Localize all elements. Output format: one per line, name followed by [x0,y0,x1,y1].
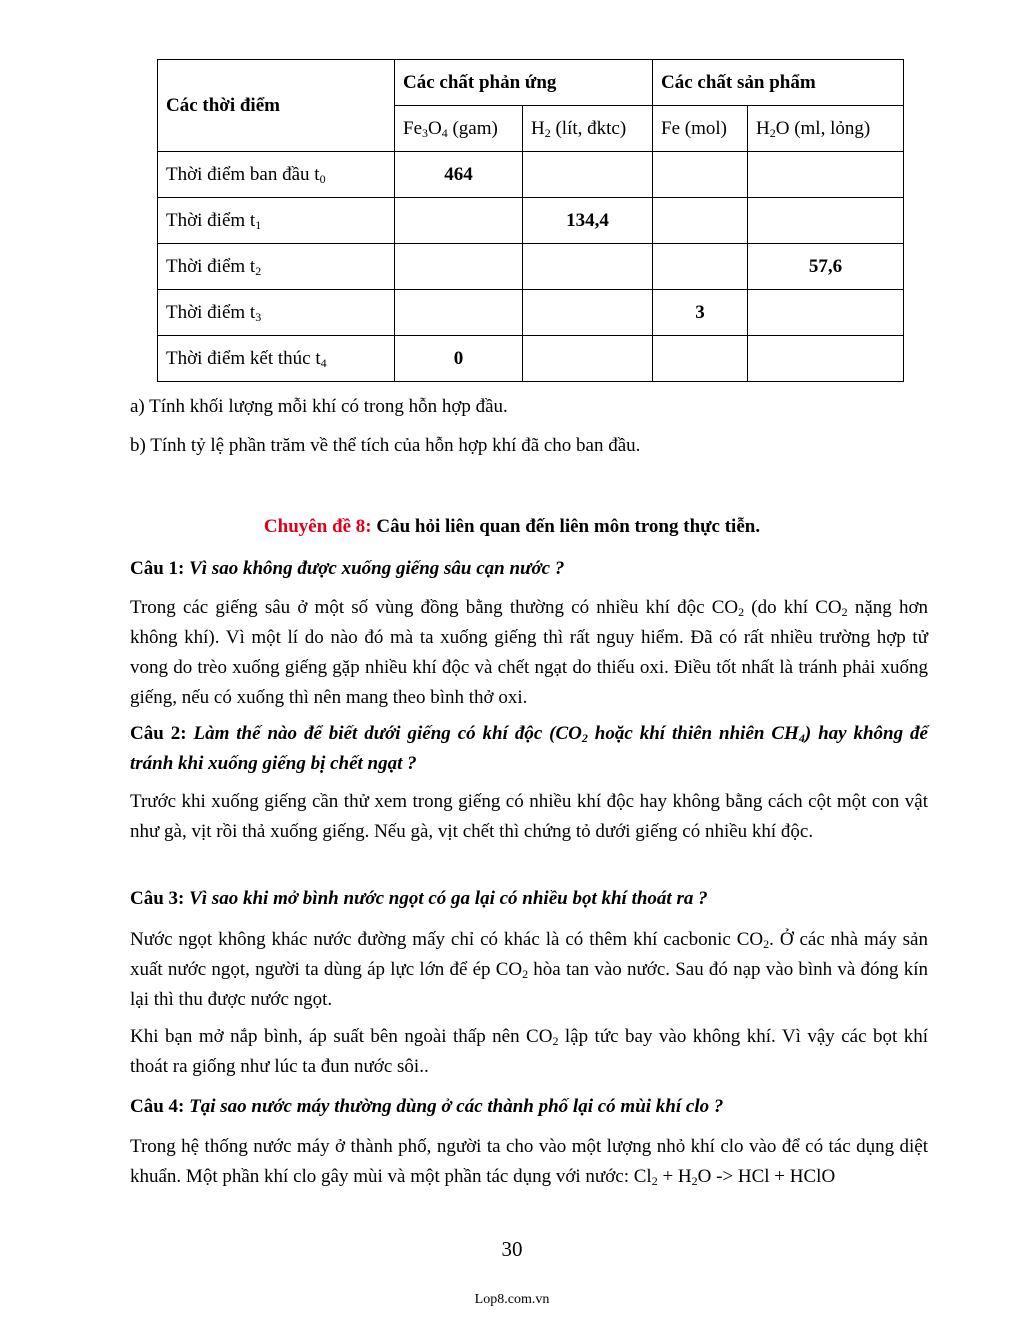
cell-h2 [523,152,653,198]
q1-answer: Trong các giếng sâu ở một số vùng đồng bằng thường có nhiều khí độc $CO_2$ (do khí $CO_2$ nặng hơn không khí). Vì một lí do nào đó mà ta xuống giếng thì rất nguy hiểm. Đã có rất nhiều trường hợp tử vong do trèo xuống giếng gặp nhiều khí độc và chết ngạt do thiếu oxi. Điều tốt nhất là tránh phải xuống giếng, nếu có xuống thì nên mang theo bình thở oxi. [130,597,928,708]
section-heading: Chuyên đề 8: Câu hỏi liên quan đến liên môn trong thực tiễn. [263,516,761,537]
cell-h2o [748,152,904,198]
page-number: 30 [501,1237,523,1261]
header-fe: Fe (mol) [653,106,748,152]
cell-h2 [523,290,653,336]
header-products: Các chất sản phẩm [653,60,904,106]
q3-answer-1: Nước ngọt không khác nước đường mấy chỉ có khác là có thêm khí cacbonic $CO_2$. Ở các nhà máy sản xuất nước ngọt, người ta dùng áp lực lớn để ép $CO_2$ hòa tan vào nước. Sau đó nạp vào bình và đóng kín lại thì thu được nước ngọt. [130,929,928,1010]
cell-fe3o4: 0 [395,336,523,382]
question-a: a) Tính khối lượng mỗi khí có trong hỗn hợp đầu. [130,396,508,417]
reaction-table [157,59,904,382]
table-row [158,336,904,382]
q4-answer: Trong hệ thống nước máy ở thành phố, người ta cho vào một lượng nhỏ khí clo vào để có tác dụng diệt khuẩn. Một phần khí clo gây mùi và một phần tác dụng với nước: $Cl_2 + H_2O$ -> HCl + HClO [130,1136,928,1188]
cell-fe3o4 [395,290,523,336]
cell-h2 [523,244,653,290]
q2-answer: Trước khi xuống giếng cần thử xem trong giếng có nhiều khí độc hay không bằng cách cột một con vật như gà, vịt rồi thả xuống giếng. Nếu gà, vịt chết thì chứng tỏ dưới giếng có nhiều khí độc. [130,791,928,842]
table-row [158,290,904,336]
footer-site: Lop8.com.vn [474,1292,550,1307]
row-label: Thời điểm ban đầu $t_0$ [158,152,395,198]
cell-fe [653,152,748,198]
cell-fe [653,198,748,244]
cell-fe3o4 [395,244,523,290]
row-label: Thời điểm $t_2$ [158,244,395,290]
header-fe3o4: $Fe_3O_4$ (gam) [395,106,523,152]
cell-h2o [748,290,904,336]
cell-h2o [748,336,904,382]
q3-answer-2: Khi bạn mở nắp bình, áp suất bên ngoài thấp nên $CO_2$ lập tức bay vào không khí. Vì vậy các bọt khí thoát ra giống như lúc ta đun nước sôi.. [130,1026,928,1077]
header-h2o: $H_2O$ (ml, lỏng) [748,106,904,152]
q1-heading: Câu 1: Vì sao không được xuống giếng sâu cạn nước ? [130,558,565,579]
header-reactants: Các chất phản ứng [395,60,653,106]
row-label: Thời điểm $t_3$ [158,290,395,336]
cell-fe3o4: 464 [395,152,523,198]
cell-fe [653,244,748,290]
cell-fe3o4 [395,198,523,244]
cell-h2o: 57,6 [748,244,904,290]
cell-h2o [748,198,904,244]
cell-fe: 3 [653,290,748,336]
row-label: Thời điểm kết thúc $t_4$ [158,336,395,382]
cell-fe [653,336,748,382]
table-row [158,152,904,198]
header-time: Các thời điểm [158,60,395,152]
cell-h2 [523,336,653,382]
table-row [158,198,904,244]
question-b: b) Tính tỷ lệ phần trăm về thể tích của hỗn hợp khí đã cho ban đầu. [130,435,641,456]
cell-h2: 134,4 [523,198,653,244]
q3-heading: Câu 3: Vì sao khi mở bình nước ngọt có ga lại có nhiều bọt khí thoát ra ? [130,888,708,909]
header-h2: $H_2$ (lít, đktc) [523,106,653,152]
q4-heading: Câu 4: Tại sao nước máy thường dùng ở các thành phố lại có mùi khí clo ? [130,1096,724,1117]
table-row [158,244,904,290]
q2-heading: Câu 2: Làm thế nào để biết dưới giếng có khí độc ($CO_2$ hoặc khí thiên nhiên $CH_4$) hay không để tránh khi xuống giếng bị chết ngạt ? [130,723,928,774]
row-label: Thời điểm $t_1$ [158,198,395,244]
